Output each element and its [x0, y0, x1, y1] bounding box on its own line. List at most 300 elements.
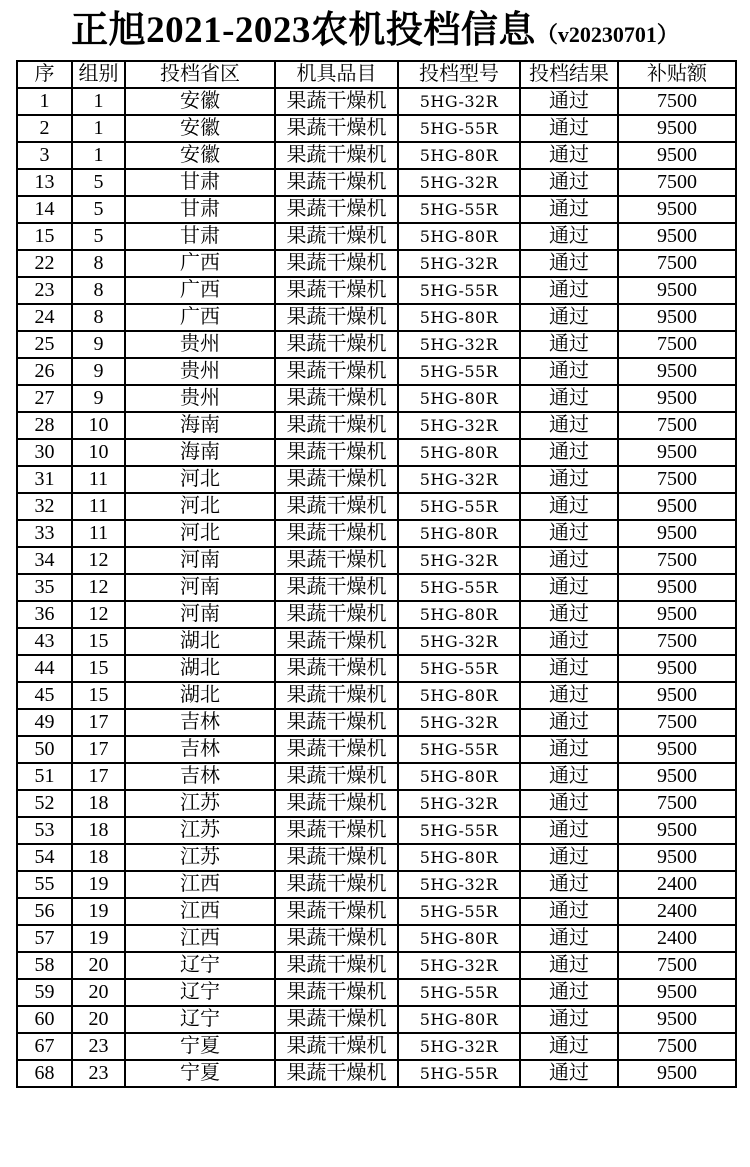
title-version: （v20230701） — [535, 22, 679, 47]
subsidy-cell: 9500 — [618, 304, 736, 331]
item-cell: 果蔬干燥机 — [275, 331, 398, 358]
result-cell: 通过 — [520, 520, 618, 547]
column-header-subsidy: 补贴额 — [618, 61, 736, 88]
page-title — [0, 0, 750, 60]
subsidy-cell: 9500 — [618, 358, 736, 385]
seq-cell: 36 — [17, 601, 72, 628]
model-cell: 5HG-80R — [398, 763, 520, 790]
column-header-province: 投档省区 — [125, 61, 275, 88]
result-cell: 通过 — [520, 790, 618, 817]
subsidy-cell: 9500 — [618, 493, 736, 520]
table-body — [17, 88, 736, 1087]
result-cell: 通过 — [520, 1033, 618, 1060]
seq-cell: 34 — [17, 547, 72, 574]
result-cell: 通过 — [520, 844, 618, 871]
table-row — [17, 790, 736, 817]
item-cell: 果蔬干燥机 — [275, 250, 398, 277]
model-cell: 5HG-55R — [398, 1060, 520, 1087]
model-cell: 5HG-80R — [398, 223, 520, 250]
model-cell: 5HG-55R — [398, 358, 520, 385]
table-row — [17, 493, 736, 520]
table-row — [17, 277, 736, 304]
province-cell: 贵州 — [125, 385, 275, 412]
table-row — [17, 628, 736, 655]
model-cell: 5HG-80R — [398, 925, 520, 952]
item-cell: 果蔬干燥机 — [275, 223, 398, 250]
model-cell: 5HG-80R — [398, 304, 520, 331]
filing-info-table — [16, 60, 737, 1088]
group-cell: 20 — [72, 979, 125, 1006]
model-cell: 5HG-32R — [398, 871, 520, 898]
province-cell: 河北 — [125, 493, 275, 520]
subsidy-cell: 9500 — [618, 385, 736, 412]
column-header-seq: 序 — [17, 61, 72, 88]
model-cell: 5HG-55R — [398, 574, 520, 601]
table-row — [17, 547, 736, 574]
subsidy-cell: 9500 — [618, 574, 736, 601]
table-row — [17, 223, 736, 250]
province-cell: 辽宁 — [125, 979, 275, 1006]
seq-cell: 23 — [17, 277, 72, 304]
result-cell: 通过 — [520, 223, 618, 250]
seq-cell: 44 — [17, 655, 72, 682]
seq-cell: 43 — [17, 628, 72, 655]
group-cell: 9 — [72, 331, 125, 358]
province-cell: 宁夏 — [125, 1033, 275, 1060]
model-cell: 5HG-55R — [398, 898, 520, 925]
model-cell: 5HG-80R — [398, 385, 520, 412]
province-cell: 甘肃 — [125, 223, 275, 250]
group-cell: 15 — [72, 682, 125, 709]
seq-cell: 31 — [17, 466, 72, 493]
result-cell: 通过 — [520, 466, 618, 493]
subsidy-cell: 9500 — [618, 1006, 736, 1033]
group-cell: 15 — [72, 628, 125, 655]
result-cell: 通过 — [520, 601, 618, 628]
item-cell: 果蔬干燥机 — [275, 979, 398, 1006]
item-cell: 果蔬干燥机 — [275, 817, 398, 844]
result-cell: 通过 — [520, 979, 618, 1006]
table-row — [17, 1060, 736, 1087]
subsidy-cell: 9500 — [618, 520, 736, 547]
group-cell: 8 — [72, 277, 125, 304]
item-cell: 果蔬干燥机 — [275, 493, 398, 520]
group-cell: 23 — [72, 1060, 125, 1087]
province-cell: 湖北 — [125, 682, 275, 709]
group-cell: 20 — [72, 1006, 125, 1033]
item-cell: 果蔬干燥机 — [275, 358, 398, 385]
title-main: 正旭2021-2023农机投档信息 — [71, 10, 536, 51]
table-row — [17, 142, 736, 169]
result-cell: 通过 — [520, 1006, 618, 1033]
result-cell: 通过 — [520, 412, 618, 439]
seq-cell: 67 — [17, 1033, 72, 1060]
group-cell: 10 — [72, 439, 125, 466]
seq-cell: 14 — [17, 196, 72, 223]
subsidy-cell: 7500 — [618, 628, 736, 655]
seq-cell: 57 — [17, 925, 72, 952]
province-cell: 河北 — [125, 466, 275, 493]
model-cell: 5HG-32R — [398, 1033, 520, 1060]
group-cell: 19 — [72, 871, 125, 898]
item-cell: 果蔬干燥机 — [275, 439, 398, 466]
province-cell: 河南 — [125, 601, 275, 628]
group-cell: 18 — [72, 790, 125, 817]
item-cell: 果蔬干燥机 — [275, 196, 398, 223]
group-cell: 5 — [72, 196, 125, 223]
group-cell: 17 — [72, 736, 125, 763]
group-cell: 11 — [72, 493, 125, 520]
result-cell: 通过 — [520, 817, 618, 844]
subsidy-cell: 7500 — [618, 709, 736, 736]
result-cell: 通过 — [520, 493, 618, 520]
result-cell: 通过 — [520, 439, 618, 466]
subsidy-cell: 7500 — [618, 88, 736, 115]
result-cell: 通过 — [520, 628, 618, 655]
item-cell: 果蔬干燥机 — [275, 1033, 398, 1060]
group-cell: 23 — [72, 1033, 125, 1060]
result-cell: 通过 — [520, 88, 618, 115]
group-cell: 15 — [72, 655, 125, 682]
column-header-model: 投档型号 — [398, 61, 520, 88]
result-cell: 通过 — [520, 898, 618, 925]
group-cell: 17 — [72, 763, 125, 790]
subsidy-cell: 2400 — [618, 898, 736, 925]
item-cell: 果蔬干燥机 — [275, 871, 398, 898]
table-row — [17, 736, 736, 763]
model-cell: 5HG-55R — [398, 817, 520, 844]
province-cell: 海南 — [125, 439, 275, 466]
group-cell: 1 — [72, 115, 125, 142]
province-cell: 贵州 — [125, 331, 275, 358]
table-row — [17, 709, 736, 736]
subsidy-cell: 7500 — [618, 466, 736, 493]
item-cell: 果蔬干燥机 — [275, 466, 398, 493]
subsidy-cell: 9500 — [618, 223, 736, 250]
item-cell: 果蔬干燥机 — [275, 709, 398, 736]
seq-cell: 35 — [17, 574, 72, 601]
province-cell: 河南 — [125, 547, 275, 574]
province-cell: 甘肃 — [125, 196, 275, 223]
result-cell: 通过 — [520, 196, 618, 223]
province-cell: 湖北 — [125, 655, 275, 682]
seq-cell: 32 — [17, 493, 72, 520]
province-cell: 吉林 — [125, 736, 275, 763]
model-cell: 5HG-80R — [398, 1006, 520, 1033]
result-cell: 通过 — [520, 115, 618, 142]
subsidy-cell: 7500 — [618, 790, 736, 817]
subsidy-cell: 7500 — [618, 1033, 736, 1060]
seq-cell: 15 — [17, 223, 72, 250]
group-cell: 8 — [72, 304, 125, 331]
seq-cell: 58 — [17, 952, 72, 979]
seq-cell: 50 — [17, 736, 72, 763]
subsidy-cell: 9500 — [618, 736, 736, 763]
model-cell: 5HG-32R — [398, 709, 520, 736]
table-row — [17, 439, 736, 466]
seq-cell: 22 — [17, 250, 72, 277]
group-cell: 19 — [72, 925, 125, 952]
subsidy-cell: 9500 — [618, 277, 736, 304]
item-cell: 果蔬干燥机 — [275, 925, 398, 952]
subsidy-cell: 9500 — [618, 115, 736, 142]
model-cell: 5HG-80R — [398, 439, 520, 466]
subsidy-cell: 9500 — [618, 682, 736, 709]
subsidy-cell: 9500 — [618, 655, 736, 682]
column-header-item: 机具品目 — [275, 61, 398, 88]
group-cell: 12 — [72, 574, 125, 601]
result-cell: 通过 — [520, 250, 618, 277]
province-cell: 河南 — [125, 574, 275, 601]
table-row — [17, 844, 736, 871]
group-cell: 18 — [72, 844, 125, 871]
table-row — [17, 385, 736, 412]
model-cell: 5HG-80R — [398, 601, 520, 628]
group-cell: 18 — [72, 817, 125, 844]
header-row — [17, 61, 736, 88]
result-cell: 通过 — [520, 331, 618, 358]
seq-cell: 56 — [17, 898, 72, 925]
table-row — [17, 1033, 736, 1060]
item-cell: 果蔬干燥机 — [275, 88, 398, 115]
item-cell: 果蔬干燥机 — [275, 736, 398, 763]
item-cell: 果蔬干燥机 — [275, 952, 398, 979]
column-header-group: 组别 — [72, 61, 125, 88]
province-cell: 贵州 — [125, 358, 275, 385]
group-cell: 9 — [72, 358, 125, 385]
province-cell: 江苏 — [125, 790, 275, 817]
subsidy-cell: 9500 — [618, 844, 736, 871]
model-cell: 5HG-32R — [398, 952, 520, 979]
subsidy-cell: 7500 — [618, 331, 736, 358]
province-cell: 甘肃 — [125, 169, 275, 196]
seq-cell: 52 — [17, 790, 72, 817]
province-cell: 广西 — [125, 250, 275, 277]
result-cell: 通过 — [520, 385, 618, 412]
model-cell: 5HG-32R — [398, 628, 520, 655]
subsidy-cell: 9500 — [618, 763, 736, 790]
province-cell: 江西 — [125, 871, 275, 898]
model-cell: 5HG-80R — [398, 142, 520, 169]
result-cell: 通过 — [520, 574, 618, 601]
seq-cell: 27 — [17, 385, 72, 412]
table-row — [17, 871, 736, 898]
column-header-result: 投档结果 — [520, 61, 618, 88]
seq-cell: 68 — [17, 1060, 72, 1087]
seq-cell: 59 — [17, 979, 72, 1006]
table-row — [17, 601, 736, 628]
item-cell: 果蔬干燥机 — [275, 385, 398, 412]
result-cell: 通过 — [520, 169, 618, 196]
seq-cell: 1 — [17, 88, 72, 115]
group-cell: 12 — [72, 547, 125, 574]
table-row — [17, 763, 736, 790]
province-cell: 宁夏 — [125, 1060, 275, 1087]
subsidy-cell: 2400 — [618, 871, 736, 898]
model-cell: 5HG-55R — [398, 493, 520, 520]
subsidy-cell: 7500 — [618, 412, 736, 439]
model-cell: 5HG-32R — [398, 169, 520, 196]
province-cell: 安徽 — [125, 115, 275, 142]
table-row — [17, 979, 736, 1006]
result-cell: 通过 — [520, 304, 618, 331]
table-row — [17, 88, 736, 115]
model-cell: 5HG-55R — [398, 277, 520, 304]
item-cell: 果蔬干燥机 — [275, 601, 398, 628]
table-row — [17, 115, 736, 142]
model-cell: 5HG-55R — [398, 979, 520, 1006]
result-cell: 通过 — [520, 925, 618, 952]
province-cell: 江西 — [125, 898, 275, 925]
result-cell: 通过 — [520, 763, 618, 790]
model-cell: 5HG-55R — [398, 196, 520, 223]
seq-cell: 33 — [17, 520, 72, 547]
result-cell: 通过 — [520, 871, 618, 898]
item-cell: 果蔬干燥机 — [275, 898, 398, 925]
model-cell: 5HG-32R — [398, 88, 520, 115]
subsidy-cell: 9500 — [618, 439, 736, 466]
item-cell: 果蔬干燥机 — [275, 628, 398, 655]
group-cell: 1 — [72, 142, 125, 169]
model-cell: 5HG-32R — [398, 412, 520, 439]
group-cell: 17 — [72, 709, 125, 736]
subsidy-cell: 9500 — [618, 979, 736, 1006]
province-cell: 海南 — [125, 412, 275, 439]
item-cell: 果蔬干燥机 — [275, 763, 398, 790]
group-cell: 11 — [72, 520, 125, 547]
province-cell: 江苏 — [125, 817, 275, 844]
item-cell: 果蔬干燥机 — [275, 547, 398, 574]
result-cell: 通过 — [520, 952, 618, 979]
table-row — [17, 817, 736, 844]
subsidy-cell: 7500 — [618, 547, 736, 574]
seq-cell: 30 — [17, 439, 72, 466]
seq-cell: 28 — [17, 412, 72, 439]
group-cell: 11 — [72, 466, 125, 493]
seq-cell: 13 — [17, 169, 72, 196]
item-cell: 果蔬干燥机 — [275, 1060, 398, 1087]
seq-cell: 26 — [17, 358, 72, 385]
model-cell: 5HG-80R — [398, 844, 520, 871]
table-row — [17, 250, 736, 277]
group-cell: 12 — [72, 601, 125, 628]
group-cell: 8 — [72, 250, 125, 277]
subsidy-cell: 7500 — [618, 169, 736, 196]
province-cell: 江苏 — [125, 844, 275, 871]
item-cell: 果蔬干燥机 — [275, 574, 398, 601]
seq-cell: 25 — [17, 331, 72, 358]
table-row — [17, 331, 736, 358]
model-cell: 5HG-32R — [398, 331, 520, 358]
seq-cell: 45 — [17, 682, 72, 709]
result-cell: 通过 — [520, 277, 618, 304]
model-cell: 5HG-32R — [398, 790, 520, 817]
item-cell: 果蔬干燥机 — [275, 520, 398, 547]
subsidy-cell: 7500 — [618, 250, 736, 277]
model-cell: 5HG-55R — [398, 115, 520, 142]
group-cell: 5 — [72, 223, 125, 250]
subsidy-cell: 9500 — [618, 601, 736, 628]
item-cell: 果蔬干燥机 — [275, 169, 398, 196]
item-cell: 果蔬干燥机 — [275, 844, 398, 871]
item-cell: 果蔬干燥机 — [275, 682, 398, 709]
seq-cell: 55 — [17, 871, 72, 898]
table-row — [17, 574, 736, 601]
group-cell: 20 — [72, 952, 125, 979]
item-cell: 果蔬干燥机 — [275, 1006, 398, 1033]
item-cell: 果蔬干燥机 — [275, 115, 398, 142]
item-cell: 果蔬干燥机 — [275, 304, 398, 331]
model-cell: 5HG-80R — [398, 682, 520, 709]
table-row — [17, 655, 736, 682]
item-cell: 果蔬干燥机 — [275, 412, 398, 439]
province-cell: 辽宁 — [125, 1006, 275, 1033]
model-cell: 5HG-32R — [398, 466, 520, 493]
subsidy-cell: 9500 — [618, 196, 736, 223]
province-cell: 广西 — [125, 277, 275, 304]
model-cell: 5HG-32R — [398, 250, 520, 277]
province-cell: 吉林 — [125, 763, 275, 790]
table-row — [17, 952, 736, 979]
model-cell: 5HG-32R — [398, 547, 520, 574]
seq-cell: 3 — [17, 142, 72, 169]
seq-cell: 51 — [17, 763, 72, 790]
seq-cell: 49 — [17, 709, 72, 736]
seq-cell: 2 — [17, 115, 72, 142]
province-cell: 辽宁 — [125, 952, 275, 979]
result-cell: 通过 — [520, 358, 618, 385]
group-cell: 10 — [72, 412, 125, 439]
model-cell: 5HG-55R — [398, 655, 520, 682]
item-cell: 果蔬干燥机 — [275, 790, 398, 817]
result-cell: 通过 — [520, 736, 618, 763]
subsidy-cell: 2400 — [618, 925, 736, 952]
seq-cell: 60 — [17, 1006, 72, 1033]
result-cell: 通过 — [520, 709, 618, 736]
table-row — [17, 358, 736, 385]
result-cell: 通过 — [520, 682, 618, 709]
province-cell: 广西 — [125, 304, 275, 331]
table-row — [17, 304, 736, 331]
table-row — [17, 169, 736, 196]
group-cell: 9 — [72, 385, 125, 412]
province-cell: 河北 — [125, 520, 275, 547]
subsidy-cell: 9500 — [618, 142, 736, 169]
item-cell: 果蔬干燥机 — [275, 142, 398, 169]
table-row — [17, 412, 736, 439]
table-row — [17, 520, 736, 547]
result-cell: 通过 — [520, 655, 618, 682]
table-row — [17, 1006, 736, 1033]
table-row — [17, 925, 736, 952]
group-cell: 5 — [72, 169, 125, 196]
subsidy-cell: 9500 — [618, 817, 736, 844]
seq-cell: 24 — [17, 304, 72, 331]
model-cell: 5HG-55R — [398, 736, 520, 763]
table-row — [17, 196, 736, 223]
model-cell: 5HG-80R — [398, 520, 520, 547]
table-row — [17, 682, 736, 709]
result-cell: 通过 — [520, 142, 618, 169]
result-cell: 通过 — [520, 1060, 618, 1087]
result-cell: 通过 — [520, 547, 618, 574]
province-cell: 江西 — [125, 925, 275, 952]
table-row — [17, 466, 736, 493]
province-cell: 安徽 — [125, 142, 275, 169]
group-cell: 1 — [72, 88, 125, 115]
group-cell: 19 — [72, 898, 125, 925]
seq-cell: 53 — [17, 817, 72, 844]
